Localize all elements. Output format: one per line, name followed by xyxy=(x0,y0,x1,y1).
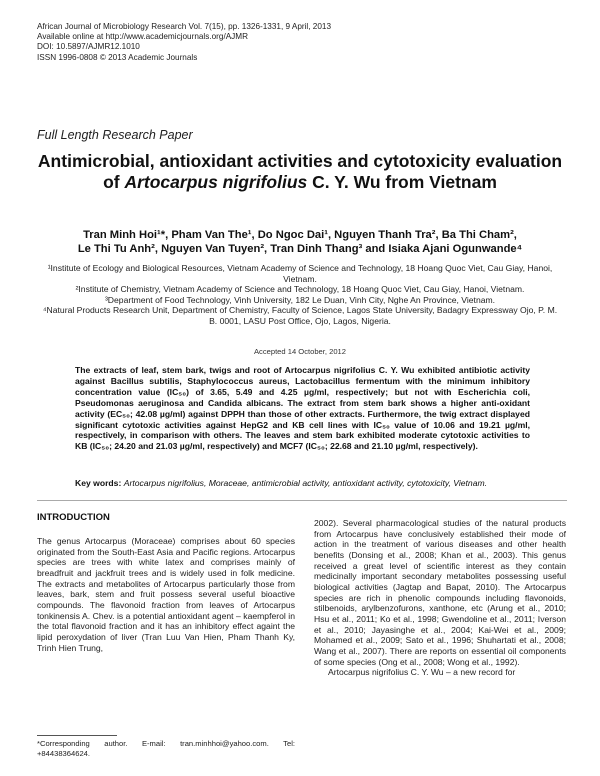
abstract: The extracts of leaf, stem bark, twigs and root of Artocarpus nigrifolius C. Y. Wu exhibited antibiotic activity against Bacillus subtilis, Staphylococcus aureus, Lactobacillus fermentum with the minimum inhibitory concentration value (IC₅₀) of 3.65, 5.49 and 4.25 µg/ml, respectively; but not with Escherichia coli, Pseudomonas aeruginosa and Candida albicans. The extract from stem bark shows a higher anti-oxidant activity (EC₅₀; 42.08 µg/ml) against DPPH than those of other extracts. Furthermore, the twig extract displayed significant cytotoxic activities against HepG2 and KB cell lines with IC₅₀ value of 10.06 and 19.21 µg/ml, respectively, in comparison with others. The leaves and stem bark exhibited moderate cytotoxic activities to KB (IC₅₀; 24.20 and 21.03 µg/ml, respectively) and MCF7 (IC₅₀; 22.68 and 21.10 µg/ml, respectively). xyxy=(75,365,530,452)
footnote-rule xyxy=(37,735,117,736)
intro-paragraph-right-2: Artocarpus nigrifolius C. Y. Wu – a new record for xyxy=(328,667,516,678)
accepted-date: Accepted 14 October, 2012 xyxy=(253,347,347,356)
title-species: Artocarpus nigrifolius xyxy=(124,172,308,192)
intro-left-column xyxy=(37,536,295,653)
keywords xyxy=(75,478,530,489)
affiliation-1: ¹Institute of Ecology and Biological Resources, Vietnam Academy of Science and Technology, 18 Hoang Quoc Viet, Cau Giay, Hanoi, Vietnam. xyxy=(47,263,553,284)
affiliation-4: ⁴Natural Products Research Unit, Department of Chemistry, Faculty of Science, Lagos State University, Badagry Expressway Ojo, P. M. B. 0001, LASU Post Office, Ojo, Lagos, Nigeria. xyxy=(42,305,558,326)
paper-type: Full Length Research Paper xyxy=(37,128,193,142)
affiliation-2: ²Institute of Chemistry, Vietnam Academy of Science and Technology, 18 Hoang Quoc Viet, Cau Giay, Hanoi, Vietnam. xyxy=(75,284,525,295)
intro-paragraph-right: 2002). Several pharmacological studies of the natural products from Artocarpus have conclusively established their mode of action in the treatment of various diseases and other health benefits (Donsing et al., 2008; Khan et al., 2003). This genus received a great level of scientific interest as they contain medicinally important secondary metabolites possessing useful biological activities (Jagtap and Bapat, 2010). The Artocarpus species are rich in phenolic compounds including flavonoids, stilbenoids, arylbenzofurons, xanthone, etc (Arung et al., 2010; Hsu et al., 2011; Ko et al., 1998; Gwendoline et al., 2011; Iverson et al., 2010; Jayasinghe et al., 2004; Kai-Wei et al., 2009; Mohamed et al., 2009; Sato et al., 1996; Shuhartati et al., 2008; Wang et al., 2007). There are reports on essential oil components of some species (Ong et al., 2008; Wong et al., 1992). xyxy=(314,518,566,667)
affiliations xyxy=(38,263,562,327)
section-divider xyxy=(37,500,567,501)
author-list xyxy=(30,228,570,256)
intro-right-column xyxy=(314,518,566,678)
issn: ISSN 1996-0808 © 2013 Academic Journals xyxy=(37,52,198,62)
keywords-text: Artocarpus nigrifolius, Moraceae, antimicrobial activity, antioxidant activity, cytotoxicity, Vietnam. xyxy=(123,478,488,488)
title-part2: C. Y. Wu from Vietnam xyxy=(307,172,497,192)
authors-line-2: Le Thi Tu Anh², Nguyen Van Tuyen², Tran Dinh Thang³ and Isiaka Ajani Ogunwande⁴ xyxy=(77,243,523,255)
journal-header xyxy=(37,22,331,63)
affiliation-3: ³Department of Food Technology, Vinh University, 182 Le Duan, Vinh City, Nghe An Province, Vietnam. xyxy=(104,294,496,305)
available-online: Available online at http://www.academicjournals.org/AJMR xyxy=(37,32,249,42)
introduction-heading: INTRODUCTION xyxy=(37,512,110,523)
intro-paragraph-left: The genus Artocarpus (Moraceae) comprises about 60 species originated from the South-East Asia and Pacific regions. Artocarpus species are trees with white latex and comprises mainly of breadfruit and jackfruit trees and is widely used in folk medicine. The extracts and metabolites of Artocarpus particularly those from leaves, bark, stem and fruit possess several useful bioactive compounds. The flavonoid fraction from leaves of Artocarpus tonkinensis A. Chev. is a potential antioxidant agent – kaempferol in the total flavonoid fraction and it has an inhibitory effect againt the lipid peroxydation of liver (Tran Luu Van Hien, Pham Thanh Ky, Trinh Hien Trung, xyxy=(37,536,295,653)
title-part1: Antimicrobial, antioxidant activities and cytotoxicity evaluation of xyxy=(37,151,563,192)
corresponding-author-footnote: *Corresponding author. E-mail: tran.minhhoi@yahoo.com. Tel: +84438364624. xyxy=(37,739,295,758)
paper-title xyxy=(30,151,570,193)
journal-citation: African Journal of Microbiology Research Vol. 7(15), pp. 1326-1331, 9 April, 2013 xyxy=(37,22,332,31)
authors-line-1: Tran Minh Hoi¹*, Pham Van The¹, Do Ngoc Dai¹, Nguyen Thanh Tra², Ba Thi Cham², xyxy=(83,229,517,241)
keywords-label: Key words: xyxy=(75,478,122,488)
doi: DOI: 10.5897/AJMR12.1010 xyxy=(37,42,140,52)
